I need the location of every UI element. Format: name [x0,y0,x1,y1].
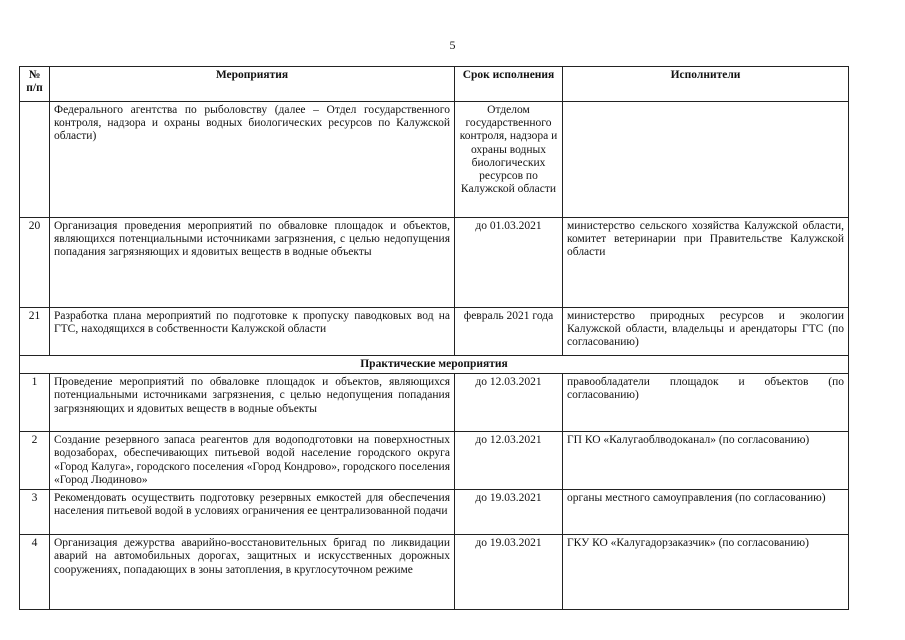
row-executors: министерство природных ресурсов и экологии Калужской области, владельцы и арендаторы ГТС (по согласованию) [563,308,849,356]
table-row [20,374,849,432]
row-term: до 19.03.2021 [455,535,563,610]
header-activity: Мероприятия [50,67,455,102]
table-row [20,308,849,356]
table-header-row [20,67,849,102]
row-executors [563,102,849,218]
header-executors: Исполнители [563,67,849,102]
table-row [20,432,849,490]
row-executors: органы местного самоуправления (по согласованию) [563,490,849,535]
table-row [20,535,849,610]
row-activity: Федерального агентства по рыболовству (далее – Отдел государственного контроля, надзора и охраны водных биологических ресурсов по Калужской области) [50,102,455,218]
section-header-row [20,356,849,374]
header-term: Срок исполнения [455,67,563,102]
row-term: до 19.03.2021 [455,490,563,535]
row-activity: Организация дежурства аварийно-восстановительных бригад по ликвидации аварий на автомобильных дорогах, защитных и искусственных дорожных сооружениях, попадающих в зоны затопления, в круглосуточном режиме [50,535,455,610]
page-number: 5 [449,38,456,52]
row-num [20,102,50,218]
row-executors: правообладатели площадок и объектов (по согласованию) [563,374,849,432]
table-row [20,102,849,218]
row-executors: ГКУ КО «Калугадорзаказчик» (по согласованию) [563,535,849,610]
row-activity: Рекомендовать осуществить подготовку резервных емкостей для обеспечения населения питьевой водой в условиях ограничения ее централизованной подачи [50,490,455,535]
row-num: 1 [20,374,50,432]
row-executors: министерство сельского хозяйства Калужской области, комитет ветеринарии при Правительстве Калужской области [563,218,849,308]
header-num: № п/п [20,67,50,102]
row-term: февраль 2021 года [455,308,563,356]
section-title: Практические мероприятия [20,356,849,374]
row-term: до 12.03.2021 [455,432,563,490]
row-num: 4 [20,535,50,610]
row-activity: Проведение мероприятий по обваловке площадок и объектов, являющихся потенциальными источниками загрязнения, с целью недопущения попадания загрязняющих и ядовитых веществ в водные объекты [50,374,455,432]
table-row [20,490,849,535]
table-row [20,218,849,308]
row-num: 20 [20,218,50,308]
row-term: до 01.03.2021 [455,218,563,308]
row-term: до 12.03.2021 [455,374,563,432]
row-num: 2 [20,432,50,490]
row-num: 21 [20,308,50,356]
events-table [19,66,849,610]
row-term: Отделом государственного контроля, надзора и охраны водных биологических ресурсов по Калужской области [455,102,563,218]
row-num: 3 [20,490,50,535]
row-activity: Создание резервного запаса реагентов для водоподготовки на поверхностных водозаборах, обеспечивающих питьевой водой население городского округа «Город Калуга», городского поселения «Город Кондрово», городского поселения «Город Людиново» [50,432,455,490]
row-activity: Разработка плана мероприятий по подготовке к пропуску паводковых вод на ГТС, находящихся в собственности Калужской области [50,308,455,356]
row-activity: Организация проведения мероприятий по обваловке площадок и объектов, являющихся потенциальными источниками загрязнения, с целью недопущения попадания загрязняющих и ядовитых веществ в водные объекты [50,218,455,308]
row-executors: ГП КО «Калугаоблводоканал» (по согласованию) [563,432,849,490]
